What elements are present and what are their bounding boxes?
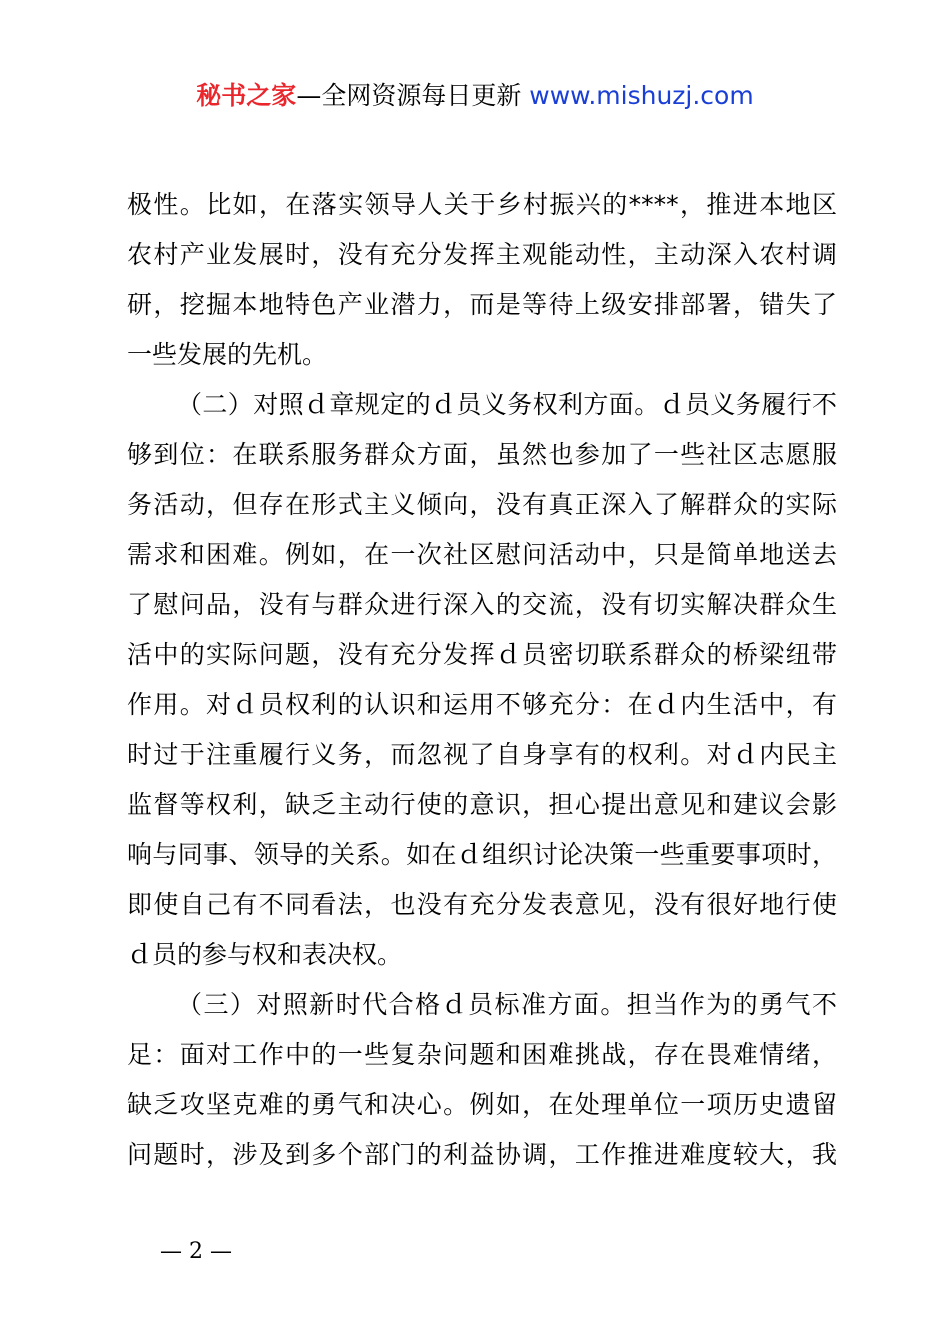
section-heading-line: （二）对照ｄ章规定的ｄ员义务权利方面。ｄ员义务履行不 xyxy=(177,390,837,419)
body-line: 活中的实际问题，没有充分发挥ｄ员密切联系群众的桥梁纽带 xyxy=(127,640,837,669)
body-line: 问题时，涉及到多个部门的利益协调，工作推进难度较大，我 xyxy=(127,1140,837,1169)
body-line: ｄ员的参与权和表决权。 xyxy=(127,940,403,969)
body-line: 响与同事、领导的关系。如在ｄ组织讨论决策一些重要事项时， xyxy=(127,840,837,869)
body-line: 农村产业发展时，没有充分发挥主观能动性，主动深入农村调 xyxy=(127,240,837,269)
body-line: 需求和困难。例如，在一次社区慰问活动中，只是简单地送去 xyxy=(127,540,837,569)
body-line: 作用。对ｄ员权利的认识和运用不够充分：在ｄ内生活中，有 xyxy=(127,690,837,719)
body-line: 即使自己有不同看法，也没有充分发表意见，没有很好地行使 xyxy=(127,890,837,919)
body-line: 务活动，但存在形式主义倾向，没有真正深入了解群众的实际 xyxy=(127,490,837,519)
body-line: 研，挖掘本地特色产业潜力，而是等待上级安排部署，错失了 xyxy=(127,290,837,319)
page-number: — 2 — xyxy=(160,1239,232,1264)
document-body xyxy=(127,180,837,1180)
body-line: 时过于注重履行义务，而忽视了自身享有的权利。对ｄ内民主 xyxy=(127,740,837,769)
body-line: 极性。比如，在落实领导人关于乡村振兴的****，推进本地区 xyxy=(127,190,837,219)
body-line: 一些发展的先机。 xyxy=(127,340,328,369)
body-line: 监督等权利，缺乏主动行使的意识，担心提出意见和建议会影 xyxy=(127,790,837,819)
site-header xyxy=(0,78,950,114)
body-line: 足：面对工作中的一些复杂问题和困难挑战，存在畏难情绪， xyxy=(127,1040,837,1069)
body-line: 缺乏攻坚克难的勇气和决心。例如，在处理单位一项历史遗留 xyxy=(127,1090,837,1119)
body-line: 了慰问品，没有与群众进行深入的交流，没有切实解决群众生 xyxy=(127,590,837,619)
section-heading-line: （三）对照新时代合格ｄ员标准方面。担当作为的勇气不 xyxy=(177,990,837,1019)
site-url[interactable]: www.mishuzj.com xyxy=(529,81,754,110)
brand-name: 秘书之家 xyxy=(196,81,297,110)
body-line: 够到位：在联系服务群众方面，虽然也参加了一些社区志愿服 xyxy=(127,440,837,469)
header-slogan: —全网资源每日更新 xyxy=(296,81,522,110)
